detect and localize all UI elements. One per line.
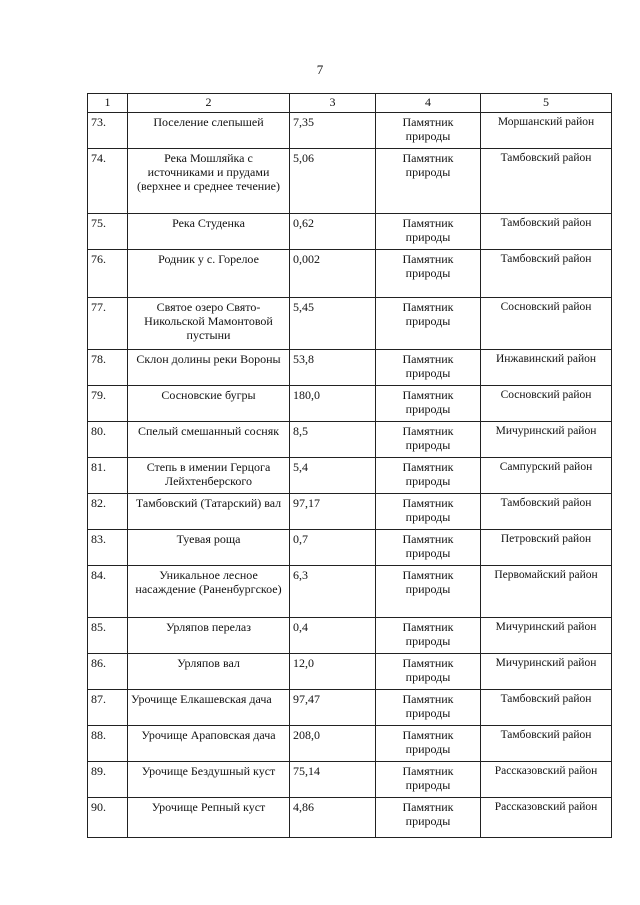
- site-district: Мичуринский район: [481, 654, 612, 690]
- row-number: 74.: [88, 149, 128, 214]
- site-name: Урляпов перелаз: [128, 618, 290, 654]
- table-row: [88, 566, 612, 618]
- site-category: Памятник природы: [376, 530, 481, 566]
- table-row: [88, 618, 612, 654]
- site-area: 8,5: [290, 422, 376, 458]
- site-category: Памятник природы: [376, 113, 481, 149]
- site-category: Памятник природы: [376, 386, 481, 422]
- site-name: Склон долины реки Вороны: [128, 350, 290, 386]
- site-district: Рассказовский район: [481, 762, 612, 798]
- site-district: Рассказовский район: [481, 798, 612, 838]
- site-area: 208,0: [290, 726, 376, 762]
- column-header-district: 5: [481, 94, 612, 113]
- row-number: 85.: [88, 618, 128, 654]
- site-name: Спелый смешанный сосняк: [128, 422, 290, 458]
- row-number: 90.: [88, 798, 128, 838]
- site-area: 0,7: [290, 530, 376, 566]
- site-district: Сосновский район: [481, 298, 612, 350]
- site-category: Памятник природы: [376, 458, 481, 494]
- site-district: Моршанский район: [481, 113, 612, 149]
- site-area: 4,86: [290, 798, 376, 838]
- site-area: 97,47: [290, 690, 376, 726]
- site-area: 5,45: [290, 298, 376, 350]
- table-row: [88, 298, 612, 350]
- site-area: 75,14: [290, 762, 376, 798]
- column-header-name: 2: [128, 94, 290, 113]
- site-category: Памятник природы: [376, 250, 481, 298]
- table-row: [88, 494, 612, 530]
- site-district: Тамбовский район: [481, 149, 612, 214]
- site-category: Памятник природы: [376, 422, 481, 458]
- row-number: 80.: [88, 422, 128, 458]
- row-number: 79.: [88, 386, 128, 422]
- site-district: Тамбовский район: [481, 494, 612, 530]
- site-category: Памятник природы: [376, 149, 481, 214]
- row-number: 87.: [88, 690, 128, 726]
- site-name: Уникальное лесное насаждение (Раненбургское): [128, 566, 290, 618]
- site-category: Памятник природы: [376, 654, 481, 690]
- site-name: Урляпов вал: [128, 654, 290, 690]
- site-category: Памятник природы: [376, 214, 481, 250]
- site-category: Памятник природы: [376, 566, 481, 618]
- site-area: 5,4: [290, 458, 376, 494]
- row-number: 89.: [88, 762, 128, 798]
- site-category: Памятник природы: [376, 726, 481, 762]
- site-name: Тамбовский (Татарский) вал: [128, 494, 290, 530]
- site-name: Родник у с. Горелое: [128, 250, 290, 298]
- site-area: 53,8: [290, 350, 376, 386]
- site-area: 0,002: [290, 250, 376, 298]
- site-district: Тамбовский район: [481, 250, 612, 298]
- page-number: 7: [316, 62, 324, 77]
- table-row: [88, 214, 612, 250]
- site-district: Мичуринский район: [481, 618, 612, 654]
- row-number: 84.: [88, 566, 128, 618]
- site-district: Мичуринский район: [481, 422, 612, 458]
- site-name: Река Мошляйка с источниками и прудами (верхнее и среднее течение): [128, 149, 290, 214]
- site-area: 6,3: [290, 566, 376, 618]
- table-row: [88, 250, 612, 298]
- site-category: Памятник природы: [376, 298, 481, 350]
- protected-areas-table: [87, 93, 612, 838]
- table-row: [88, 690, 612, 726]
- site-district: Сосновский район: [481, 386, 612, 422]
- row-number: 73.: [88, 113, 128, 149]
- table-row: [88, 654, 612, 690]
- site-name: Туевая роща: [128, 530, 290, 566]
- site-name: Урочище Араповская дача: [128, 726, 290, 762]
- site-area: 12,0: [290, 654, 376, 690]
- site-district: Тамбовский район: [481, 690, 612, 726]
- site-name: Поселение слепышей: [128, 113, 290, 149]
- site-area: 180,0: [290, 386, 376, 422]
- site-category: Памятник природы: [376, 690, 481, 726]
- column-header-category: 4: [376, 94, 481, 113]
- site-district: Тамбовский район: [481, 726, 612, 762]
- table-row: [88, 149, 612, 214]
- column-header-number: 1: [88, 94, 128, 113]
- site-district: Инжавинский район: [481, 350, 612, 386]
- site-name: Река Студенка: [128, 214, 290, 250]
- site-name: Урочище Бездушный куст: [128, 762, 290, 798]
- site-district: Тамбовский район: [481, 214, 612, 250]
- site-name: Степь в имении Герцога Лейхтенберского: [128, 458, 290, 494]
- row-number: 77.: [88, 298, 128, 350]
- table-body: [88, 113, 612, 838]
- site-name: Сосновские бугры: [128, 386, 290, 422]
- site-district: Первомайский район: [481, 566, 612, 618]
- table-row: [88, 113, 612, 149]
- table-row: [88, 726, 612, 762]
- site-district: Сампурский район: [481, 458, 612, 494]
- row-number: 88.: [88, 726, 128, 762]
- site-area: 5,06: [290, 149, 376, 214]
- row-number: 83.: [88, 530, 128, 566]
- site-category: Памятник природы: [376, 798, 481, 838]
- site-name: Святое озеро Свято-Никольской Мамонтовой пустыни: [128, 298, 290, 350]
- site-area: 0,4: [290, 618, 376, 654]
- site-area: 97,17: [290, 494, 376, 530]
- table-row: [88, 386, 612, 422]
- table-row: [88, 798, 612, 838]
- row-number: 78.: [88, 350, 128, 386]
- table-header-row: [88, 94, 612, 113]
- site-name: Урочище Елкашевская дача: [128, 690, 290, 726]
- site-category: Памятник природы: [376, 618, 481, 654]
- table-row: [88, 422, 612, 458]
- site-category: Памятник природы: [376, 350, 481, 386]
- column-header-area: 3: [290, 94, 376, 113]
- row-number: 81.: [88, 458, 128, 494]
- table-row: [88, 762, 612, 798]
- table-row: [88, 530, 612, 566]
- site-area: 7,35: [290, 113, 376, 149]
- row-number: 82.: [88, 494, 128, 530]
- site-category: Памятник природы: [376, 494, 481, 530]
- row-number: 75.: [88, 214, 128, 250]
- site-category: Памятник природы: [376, 762, 481, 798]
- table-row: [88, 458, 612, 494]
- row-number: 86.: [88, 654, 128, 690]
- site-name: Урочище Репный куст: [128, 798, 290, 838]
- table-row: [88, 350, 612, 386]
- site-area: 0,62: [290, 214, 376, 250]
- row-number: 76.: [88, 250, 128, 298]
- site-district: Петровский район: [481, 530, 612, 566]
